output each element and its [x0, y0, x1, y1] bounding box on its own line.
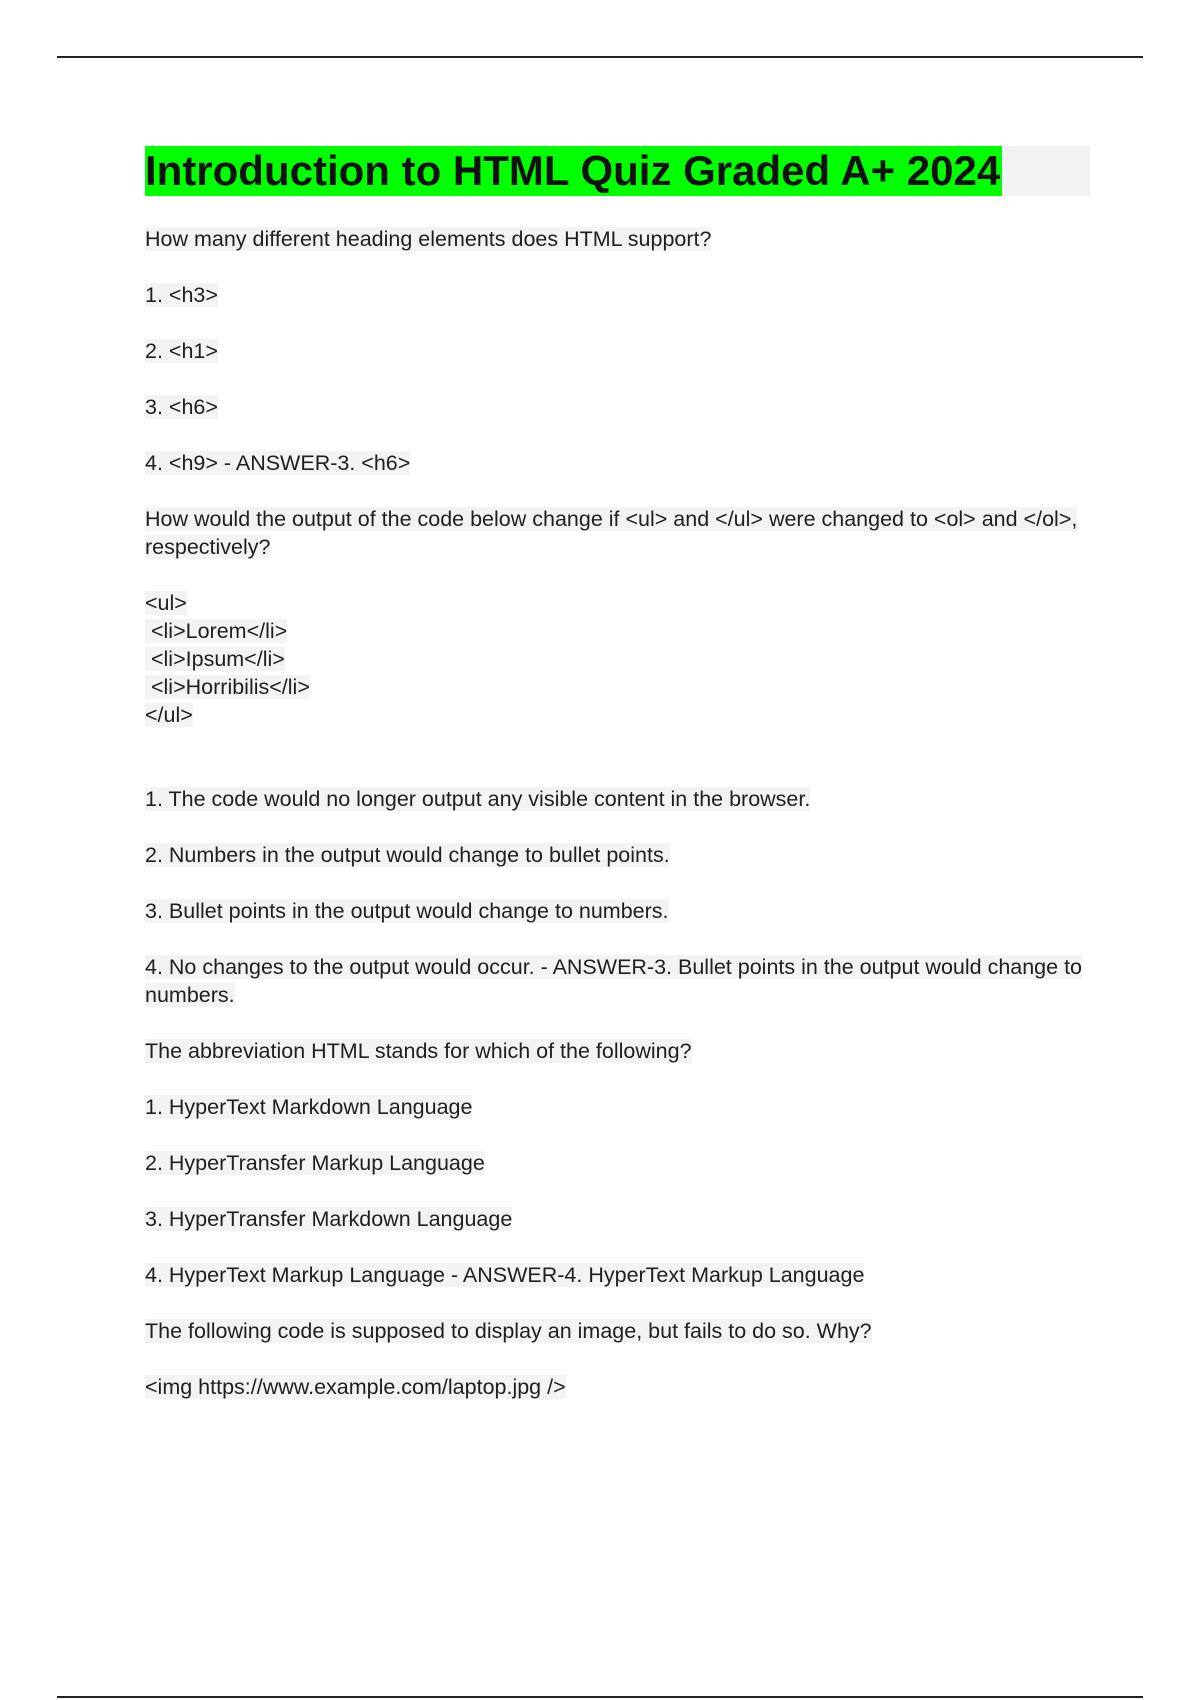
q1-option-3: 3. <h6>: [145, 395, 218, 419]
q3-option-2: 2. HyperTransfer Markup Language: [145, 1151, 485, 1175]
question-4-text: The following code is supposed to display an image, but fails to do so. Why?: [145, 1319, 872, 1343]
q2-option-3: 3. Bullet points in the output would change to numbers.: [145, 899, 669, 923]
q4-code-snippet: <img https://www.example.com/laptop.jpg />: [145, 1375, 566, 1399]
q1-option-4-answer: 4. <h9> - ANSWER-3. <h6>: [145, 451, 411, 475]
question-3: [145, 1037, 1090, 1065]
q2-option-2: 2. Numbers in the output would change to bullet points.: [145, 843, 670, 867]
document-body: [145, 146, 1090, 1429]
code-line: <li>Ipsum</li>: [145, 647, 285, 671]
q2-option-4-answer: 4. No changes to the output would occur. - ANSWER-3. Bullet points in the output would change to numbers.: [145, 955, 1083, 1007]
bottom-rule: [57, 1696, 1143, 1698]
question-2-text: How would the output of the code below change if <ul> and </ul> were changed to <ol> and </ol>, respectively?: [145, 507, 1078, 559]
title-bar: [145, 146, 1090, 196]
question-4: [145, 1317, 1090, 1345]
question-1: [145, 225, 1090, 253]
q3-option-4-answer: 4. HyperText Markup Language - ANSWER-4. HyperText Markup Language: [145, 1263, 865, 1287]
q2-code-snippet: [145, 589, 1090, 729]
top-rule: [57, 56, 1143, 58]
question-2: [145, 505, 1090, 561]
document-title: Introduction to HTML Quiz Graded A+ 2024: [145, 147, 1001, 194]
question-3-text: The abbreviation HTML stands for which of the following?: [145, 1039, 692, 1063]
code-line: <li>Lorem</li>: [145, 619, 288, 643]
q3-option-1: 1. HyperText Markdown Language: [145, 1095, 473, 1119]
code-line: <li>Horribilis</li>: [145, 675, 310, 699]
q1-option-1: 1. <h3>: [145, 283, 218, 307]
q2-option-1: 1. The code would no longer output any visible content in the browser.: [145, 787, 811, 811]
code-line: <ul>: [145, 591, 187, 615]
q1-option-2: 2. <h1>: [145, 339, 218, 363]
question-1-text: How many different heading elements does HTML support?: [145, 227, 712, 251]
q3-option-3: 3. HyperTransfer Markdown Language: [145, 1207, 513, 1231]
code-line: </ul>: [145, 703, 193, 727]
